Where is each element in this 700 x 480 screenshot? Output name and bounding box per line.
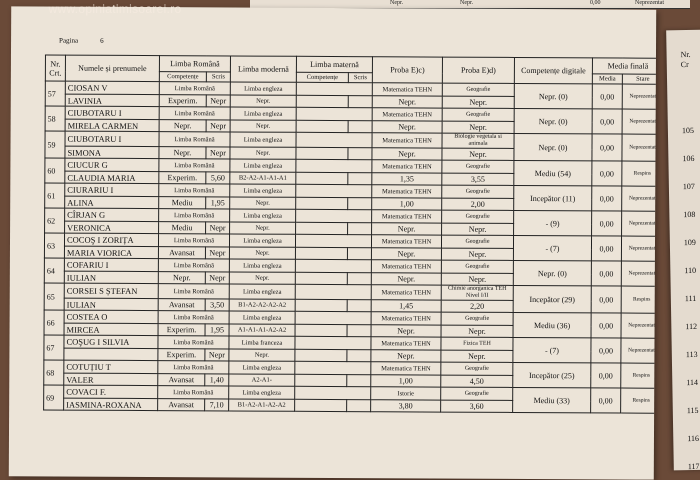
romana-subject: Limba Română [158, 386, 229, 399]
student-name-line2: SIMONA [65, 146, 159, 158]
proba-d-subject: Geografie [441, 387, 513, 400]
status: Respins [622, 161, 656, 186]
proba-d-grade: Nepr. [441, 248, 513, 260]
materna-scris [348, 121, 372, 133]
status: Respins [621, 363, 656, 388]
moderna-value: Nepr. [230, 222, 296, 234]
row-number: 68 [44, 360, 64, 385]
romana-scris: 5,60 [206, 172, 230, 184]
proba-c-subject: Matematica TEHN [371, 337, 441, 350]
results-sheet [9, 6, 656, 479]
adjacent-row-number: 105 [681, 125, 694, 136]
header-digitale: Competențe digitale [514, 57, 592, 83]
digital-skills: Nepr. (0) [514, 133, 592, 160]
proba-c-subject: Matematica TEHN [371, 260, 441, 273]
proba-d-subject: Geografie [441, 362, 513, 375]
header-moderna: Limba modernă [230, 56, 296, 82]
materna-empty [296, 132, 372, 147]
romana-competente: Experim. [158, 349, 205, 361]
materna-empty [296, 82, 372, 95]
adjacent-row-number: 111 [684, 293, 697, 304]
digital-skills: - (7) [513, 337, 591, 362]
moderna-value: Nepr. [230, 120, 296, 132]
strip-text: Nepr. [390, 0, 404, 6]
proba-d-subject: Geografie [442, 83, 514, 96]
romana-scris: Nepr [206, 95, 230, 107]
materna-empty [295, 234, 371, 247]
romana-scris: 7,10 [205, 399, 229, 411]
row-number: 67 [44, 335, 64, 360]
header-stare: Stare [622, 74, 656, 84]
materna-competente [295, 374, 347, 386]
header-media-finala: Media finală [592, 58, 656, 74]
final-average: 0,00 [591, 261, 621, 286]
proba-d-subject: Geografie [442, 210, 514, 223]
materna-competente [295, 399, 347, 411]
row-number: 69 [44, 385, 64, 410]
student-name-line2: IULIAN [64, 271, 158, 283]
moderna-subject: Limba engleza [230, 132, 296, 147]
romana-competente: Nepr. [159, 120, 206, 132]
romana-scris: Nepr [205, 349, 229, 361]
proba-d-grade: Nepr. [441, 325, 513, 337]
materna-competente [296, 172, 348, 184]
proba-c-subject: Matematica TEHN [371, 362, 441, 375]
row-number: 59 [45, 131, 65, 158]
adjacent-row-number: 117 [687, 461, 700, 472]
proba-c-subject: Matematica TEHN [371, 285, 441, 300]
page-number: 6 [100, 36, 104, 45]
romana-competente: Mediu [159, 222, 206, 234]
materna-scris [347, 325, 371, 337]
student-name-line2: VALER [64, 373, 158, 385]
row-number: 63 [44, 233, 64, 258]
digital-skills: - (7) [513, 235, 591, 260]
materna-competente [295, 299, 347, 311]
row-number: 58 [45, 106, 65, 131]
row-number: 64 [44, 258, 64, 283]
student-name-line1: CIUBOTARU I [65, 106, 159, 119]
proba-c-subject: Matematica TEHN [372, 185, 442, 198]
materna-empty [296, 159, 372, 172]
row-number: 66 [44, 310, 64, 335]
proba-d-subject: Geografie [442, 160, 514, 173]
materna-scris [348, 173, 372, 185]
header-competente: Competențe [159, 72, 206, 82]
moderna-subject: Limba engleza [229, 386, 295, 399]
romana-subject: Limba Română [159, 209, 230, 222]
student-name-line1: CIUBOTARU I [65, 131, 159, 146]
moderna-value: B2-A2-A1-A1-A1 [230, 172, 296, 184]
proba-c-subject: Matematica TEHN [372, 210, 442, 223]
adjacent-header: Cr [680, 59, 689, 70]
adjacent-row-number: 116 [687, 433, 700, 444]
status: Neprezentat [622, 109, 656, 134]
proba-d-subject: Geografie [442, 108, 514, 121]
adjacent-row-number: 112 [685, 321, 698, 332]
moderna-subject: Limba engleza [230, 82, 296, 95]
adjacent-row-number: 110 [684, 265, 697, 276]
proba-d-grade: Nepr. [441, 350, 513, 362]
header-materna: Limba maternă [296, 56, 372, 72]
romana-competente: Experim. [158, 324, 205, 336]
proba-d-grade: 3,60 [441, 400, 513, 412]
proba-d-grade: 2,20 [441, 300, 513, 312]
moderna-subject: Limba engleza [230, 209, 296, 222]
moderna-value: A1-A1-A1-A2-A2 [229, 324, 295, 336]
materna-scris [347, 248, 371, 260]
romana-scris: Nepr [206, 120, 230, 132]
moderna-subject: Limba engleza [229, 311, 295, 324]
adjacent-row-number: 108 [683, 209, 696, 220]
digital-skills: Nepr. (0) [514, 108, 592, 133]
proba-d-grade: Nepr. [442, 121, 514, 133]
romana-competente: Experim. [159, 172, 206, 184]
final-average: 0,00 [592, 211, 622, 236]
materna-scris [347, 400, 371, 412]
status: Neprezentat [622, 211, 657, 236]
romana-scris: 1,95 [205, 324, 229, 336]
strip-text: 0,00 [590, 0, 601, 6]
status: Respins [621, 388, 657, 413]
student-name-line2: ALINA [65, 196, 159, 208]
row-number: 62 [45, 208, 65, 233]
proba-d-grade: Nepr. [441, 273, 513, 285]
proba-d-subject: Geografie [441, 312, 513, 325]
student-name-line2: IULIAN [64, 298, 158, 310]
student-name-line1: COŞUG I SILVIA [64, 335, 158, 348]
materna-competente [295, 324, 347, 336]
digital-skills: Nepr. (0) [514, 83, 592, 108]
romana-competente: Avansat [158, 299, 205, 311]
status: Neprezentat [622, 84, 656, 109]
moderna-value: Nepr. [230, 147, 296, 159]
digital-skills: - (9) [514, 210, 592, 235]
romana-competente: Avansat [158, 247, 205, 259]
materna-competente [295, 349, 347, 361]
romana-competente: Avansat [158, 399, 205, 411]
moderna-subject: Limba engleza [230, 184, 296, 197]
materna-competente [295, 272, 347, 284]
moderna-subject: Limba engleza [229, 284, 295, 299]
adjacent-row-number: 115 [686, 405, 699, 416]
materna-scris [347, 350, 371, 362]
status: Neprezentat [621, 313, 656, 338]
digital-skills: Mediu (33) [513, 387, 591, 412]
materna-competente [296, 147, 348, 159]
materna-empty [295, 284, 371, 299]
proba-d-grade: 2,00 [442, 198, 514, 210]
final-average: 0,00 [592, 109, 622, 134]
moderna-subject: Limba engleza [229, 234, 295, 247]
materna-competente [296, 222, 348, 234]
romana-competente: Mediu [159, 197, 206, 209]
materna-empty [295, 386, 371, 399]
row-number: 61 [45, 183, 65, 208]
page-label-text: Pagina [59, 36, 79, 45]
strip-text: Neprezentat [635, 0, 664, 6]
proba-d-grade: 4,50 [441, 375, 513, 387]
materna-empty [296, 209, 372, 222]
student-name-line2: MIRCEA [64, 323, 158, 335]
romana-scris: Nepr [205, 272, 229, 284]
header-proba-c: Proba E)c) [372, 57, 442, 83]
proba-d-subject: Geografie [442, 185, 514, 198]
materna-competente [296, 197, 348, 209]
final-average: 0,00 [591, 236, 621, 261]
moderna-subject: Limba engleza [230, 107, 296, 120]
student-name-line2: VERONICA [65, 221, 159, 233]
moderna-subject: Limba engleza [230, 159, 296, 172]
romana-subject: Limba Română [158, 336, 229, 349]
proba-c-subject: Matematica TEHN [372, 160, 442, 173]
status: Neprezentat [622, 134, 656, 161]
romana-subject: Limba Română [159, 107, 230, 120]
romana-scris: 1,95 [206, 197, 230, 209]
romana-scris: Nepr [206, 222, 230, 234]
proba-c-grade: 1,45 [371, 300, 441, 312]
strip-text: Nepr. [460, 0, 474, 6]
proba-d-subject: Geografie [441, 235, 513, 248]
student-name-line1: COFARIU I [64, 258, 158, 271]
proba-d-grade: Nepr. [442, 148, 514, 160]
final-average: 0,00 [591, 338, 621, 363]
proba-c-grade: Nepr. [371, 325, 441, 337]
adjacent-sheet [666, 30, 700, 471]
materna-empty [295, 259, 371, 272]
status: Neprezentat [621, 338, 656, 363]
romana-subject: Limba Română [159, 132, 230, 147]
proba-d-grade: 3,55 [442, 173, 514, 185]
proba-c-subject: Matematica TEHN [371, 312, 441, 325]
final-average: 0,00 [591, 388, 621, 413]
proba-d-grade: Nepr. [442, 96, 514, 108]
header-media: Media [592, 74, 622, 84]
romana-subject: Limba Română [158, 311, 229, 324]
moderna-value: B1-A2-A1-A2-A2 [229, 399, 295, 411]
materna-empty [295, 311, 371, 324]
adjacent-row-number: 107 [682, 181, 695, 192]
materna-competente [296, 120, 348, 132]
proba-c-grade: Nepr. [371, 350, 441, 362]
proba-c-subject: Matematica TEHN [371, 235, 441, 248]
romana-subject: Limba Română [158, 259, 229, 272]
proba-d-grade: Nepr. [442, 223, 514, 235]
student-name-line2: MIRELA CARMEN [65, 119, 159, 131]
watermark: www.opiniatimisoarei.ro [48, 2, 182, 16]
header-romana: Limba Română [159, 56, 230, 72]
header-competente-materna: Competențe [296, 72, 348, 82]
proba-c-subject: Matematica TEHN [372, 133, 442, 148]
proba-c-grade: Nepr. [372, 148, 442, 160]
moderna-value: Nepr. [230, 197, 296, 209]
materna-scris [347, 273, 371, 285]
student-name-line1: COVACI F. [64, 385, 158, 398]
results-body [44, 81, 657, 413]
row-number: 65 [44, 283, 64, 310]
digital-skills: Nepr. (0) [513, 260, 591, 285]
header-scris: Scris [206, 72, 230, 82]
student-name-line2: CLAUDIA MARIA [65, 171, 159, 183]
romana-scris: 3,50 [205, 299, 229, 311]
results-table [43, 54, 656, 413]
materna-competente [295, 247, 347, 259]
final-average: 0,00 [591, 313, 621, 338]
student-name-line2: MARIA VIORICA [64, 246, 158, 258]
materna-empty [295, 336, 371, 349]
digital-skills: Incepător (11) [514, 185, 592, 210]
proba-c-subject: Matematica TEHN [372, 83, 442, 96]
proba-c-grade: 1,00 [372, 198, 442, 210]
final-average: 0,00 [592, 84, 622, 109]
student-name-line1: CÎRJAN G [65, 208, 159, 221]
student-name-line1: CIOSAN V [65, 81, 159, 94]
romana-competente: Experim. [159, 95, 206, 107]
moderna-subject: Limba franceza [229, 336, 295, 349]
materna-scris [348, 96, 372, 108]
romana-subject: Limba Română [158, 361, 229, 374]
moderna-value: B1-A2-A2-A2-A2 [229, 299, 295, 311]
adjacent-header: Nr. [680, 49, 691, 60]
student-name-line2: IASMINA-ROXANA [64, 398, 158, 410]
student-name-line1: COCOŞ I ZORIȚA [64, 233, 158, 246]
proba-c-grade: Nepr. [371, 248, 441, 260]
romana-subject: Limba Română [158, 234, 229, 247]
header-nr: Nr. Crt. [45, 55, 65, 81]
romana-subject: Limba Română [158, 284, 229, 299]
final-average: 0,00 [591, 363, 621, 388]
proba-c-subject: Matematica TEHN [372, 108, 442, 121]
header-name: Numele și prenumele [65, 55, 159, 81]
proba-c-grade: Nepr. [371, 273, 441, 285]
status: Neprezentat [622, 186, 657, 211]
materna-empty [296, 184, 372, 197]
adjacent-row-number: 113 [685, 349, 698, 360]
romana-competente: Nepr. [158, 272, 205, 284]
adjacent-row-number: 106 [682, 153, 695, 164]
proba-c-grade: 3,80 [371, 400, 441, 412]
header-scris-materna: Scris [348, 73, 372, 83]
status: Neprezentat [621, 261, 656, 286]
moderna-value: Nepr. [229, 349, 295, 361]
moderna-value: Nepr. [230, 95, 296, 107]
proba-c-grade: 1,00 [371, 375, 441, 387]
digital-skills: Incepător (25) [513, 362, 591, 387]
student-name-line1: CIURARIU I [65, 183, 159, 196]
moderna-subject: Limba engleza [229, 361, 295, 374]
final-average: 0,00 [591, 286, 621, 313]
materna-empty [296, 107, 372, 120]
proba-d-subject: Biologie vegetala si animala [442, 133, 514, 148]
materna-scris [347, 300, 371, 312]
final-average: 0,00 [592, 186, 622, 211]
materna-scris [348, 223, 372, 235]
moderna-subject: Limba engleza [229, 259, 295, 272]
row-number: 57 [45, 81, 65, 106]
row-number: 60 [45, 158, 65, 183]
romana-competente: Nepr. [159, 147, 206, 159]
page-label [59, 37, 104, 45]
digital-skills: Mediu (36) [513, 312, 591, 337]
status: Neprezentat [621, 236, 656, 261]
romana-competente: Avansat [158, 374, 205, 386]
student-name-line2: LAVINIA [65, 94, 159, 106]
digital-skills: Mediu (54) [514, 160, 592, 185]
materna-scris [348, 148, 372, 160]
proba-c-grade: Nepr. [372, 121, 442, 133]
adjacent-row-number: 114 [686, 377, 699, 388]
final-average: 0,00 [592, 134, 622, 161]
proba-c-subject: Istorie [371, 387, 441, 400]
moderna-value: A2-A1- [229, 374, 295, 386]
header-proba-d: Proba E)d) [442, 57, 514, 83]
romana-scris: Nepr [206, 147, 230, 159]
romana-subject: Limba Română [159, 82, 230, 95]
status: Respins [621, 286, 656, 313]
digital-skills: Incepător (29) [513, 285, 591, 312]
materna-scris [348, 198, 372, 210]
proba-c-grade: Nepr. [372, 223, 442, 235]
proba-c-grade: 1,35 [372, 173, 442, 185]
materna-competente [296, 95, 348, 107]
student-name-line1: CIUCUR G [65, 158, 159, 171]
moderna-value: Nepr. [229, 247, 295, 259]
final-average: 0,00 [592, 161, 622, 186]
materna-scris [347, 375, 371, 387]
adjacent-row-number: 109 [683, 237, 696, 248]
student-name-line2 [64, 348, 158, 360]
proba-d-subject: Geografie [441, 260, 513, 273]
materna-empty [295, 361, 371, 374]
proba-d-subject: Chimie anorganica TEH Nivel I/II [441, 285, 513, 300]
student-name-line1: COTUȚIU T [64, 360, 158, 373]
student-name-line1: COSTEA O [64, 310, 158, 323]
proba-d-subject: Fizica TEH [441, 337, 513, 350]
romana-subject: Limba Română [159, 184, 230, 197]
proba-c-grade: Nepr. [372, 96, 442, 108]
student-name-line1: CORSEI S ȘTEFAN [64, 283, 158, 298]
romana-subject: Limba Română [159, 159, 230, 172]
moderna-value: Nepr. [229, 272, 295, 284]
romana-scris: Nepr [205, 247, 229, 259]
romana-scris: 1,40 [205, 374, 229, 386]
